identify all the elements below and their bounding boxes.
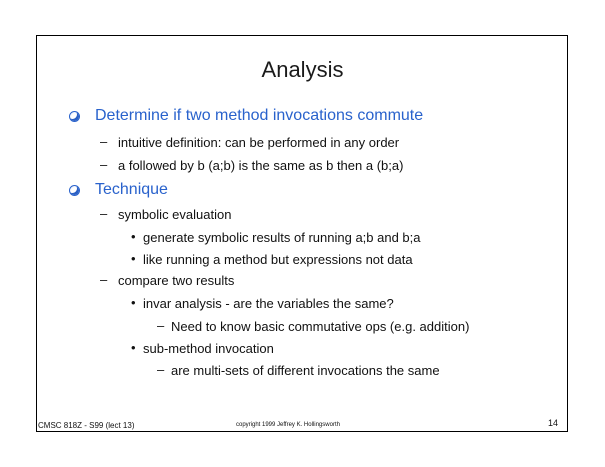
sub-symbolic-evaluation: symbolic evaluation — [118, 207, 232, 222]
footer-course: CMSC 818Z - S99 (lect 13) — [38, 421, 135, 430]
sub-like-running-a-method: like running a method but expressions not data — [143, 252, 413, 267]
footer-copyright: copyright 1999 Jeffrey K. Hollingsworth — [236, 422, 340, 428]
dot-icon: • — [131, 229, 136, 244]
sub-multi-sets: are multi-sets of different invocations the same — [171, 363, 440, 378]
page-number: 14 — [548, 418, 559, 428]
sub-compare-two-results: compare two results — [118, 273, 235, 288]
slide-title: Analysis — [261, 57, 344, 82]
dash-icon: – — [157, 318, 165, 333]
dash-icon: – — [100, 157, 108, 172]
sub-need-to-know-commutative-ops: Need to know basic commutative ops (e.g. addition) — [171, 319, 470, 334]
sub-invar-analysis: invar analysis - are the variables the same? — [143, 296, 394, 311]
sub-generate-symbolic-results: generate symbolic results of running a;b and b;a — [143, 230, 421, 245]
dot-icon: • — [131, 295, 136, 310]
bullet-dot-icon — [69, 185, 80, 196]
bullet-dot-icon — [69, 111, 80, 122]
dash-icon: – — [100, 206, 108, 221]
sub-method-invocation: sub-method invocation — [143, 341, 274, 356]
sub-a-followed-by-b: a followed by b (a;b) is the same as b then a (b;a) — [118, 158, 404, 173]
bullet-technique: Technique — [95, 181, 168, 198]
sub-intuitive-definition: intuitive definition: can be performed in any order — [118, 135, 400, 150]
bullet-commute: Determine if two method invocations commute — [95, 107, 424, 124]
dash-icon: – — [157, 362, 165, 377]
dash-icon: – — [100, 272, 108, 287]
dot-icon: • — [131, 251, 136, 266]
dot-icon: • — [131, 340, 136, 355]
dash-icon: – — [100, 134, 108, 149]
